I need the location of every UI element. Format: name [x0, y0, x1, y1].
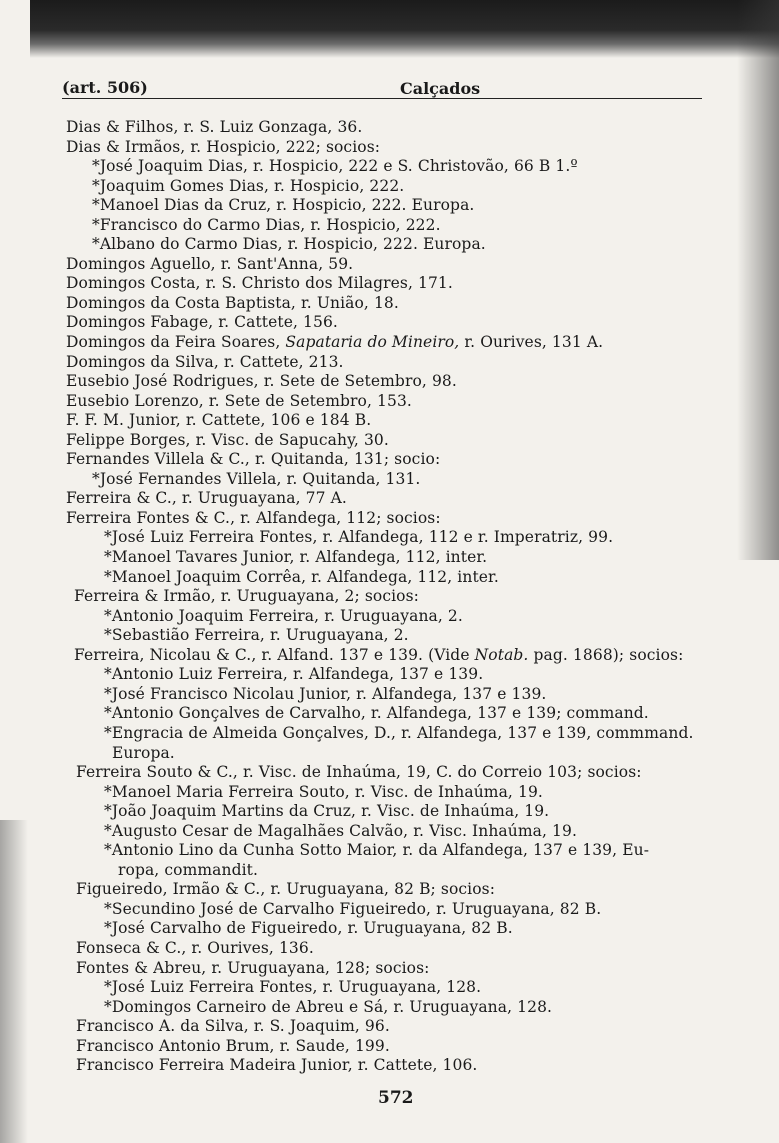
entry-text: *Antonio Gonçalves de Carvalho, r. Alfandega, 137 e 139; command. — [104, 704, 649, 723]
directory-entry-line — [0, 138, 779, 158]
entry-text: *Francisco do Carmo Dias, r. Hospicio, 222. — [92, 215, 441, 234]
directory-entry-line — [0, 626, 779, 646]
directory-entry-line — [0, 489, 779, 509]
directory-entry-line — [0, 665, 779, 685]
entry-text: Dias & Filhos, r. S. Luiz Gonzaga, 36. — [66, 118, 363, 136]
directory-entry-line — [0, 919, 779, 939]
directory-entry-line — [0, 353, 779, 373]
directory-entry-line — [0, 528, 779, 548]
entry-text: *Sebastião Ferreira, r. Uruguayana, 2. — [104, 626, 409, 645]
entry-text: *Joaquim Gomes Dias, r. Hospicio, 222. — [92, 176, 405, 195]
directory-entry-line — [0, 216, 779, 236]
directory-entry-line — [0, 802, 779, 822]
entry-text: Domingos da Silva, r. Cattete, 213. — [66, 352, 344, 371]
directory-entry-line — [0, 704, 779, 724]
entry-text: *Manoel Maria Ferreira Souto, r. Visc. de Inhaúma, 19. — [104, 782, 543, 801]
entry-text: Figueiredo, Irmão & C., r. Uruguayana, 82 B; socios: — [76, 880, 496, 899]
directory-entry-line — [0, 196, 779, 216]
entry-text: *Antonio Joaquim Ferreira, r. Uruguayana, 2. — [104, 606, 463, 625]
entry-text: Domingos da Costa Baptista, r. União, 18. — [66, 293, 399, 312]
directory-entry-line — [0, 587, 779, 607]
entry-text: Domingos Fabage, r. Cattete, 156. — [66, 313, 338, 332]
directory-entry-line — [0, 470, 779, 490]
entry-text: *Antonio Lino da Cunha Sotto Maior, r. da Alfandega, 137 e 139, Eu- — [104, 841, 650, 860]
entry-text: Domingos Costa, r. S. Christo dos Milagres, 171. — [66, 274, 453, 293]
entry-text: Europa. — [112, 743, 175, 762]
directory-entry-line — [0, 939, 779, 959]
running-header — [62, 78, 702, 100]
directory-entry-line — [0, 274, 779, 294]
directory-entry-line — [0, 411, 779, 431]
directory-entry-line — [0, 998, 779, 1018]
page-number: 572 — [378, 1088, 414, 1108]
entry-text: Domingos Aguello, r. Sant'Anna, 59. — [66, 254, 354, 273]
scan-shadow-top — [30, 0, 779, 58]
entry-text: Ferreira & Irmão, r. Uruguayana, 2; socios: — [74, 587, 419, 606]
directory-entry-line — [0, 450, 779, 470]
directory-entry-line — [0, 548, 779, 568]
directory-entry-line — [0, 333, 779, 353]
entry-text: *Manoel Tavares Junior, r. Alfandega, 112, inter. — [104, 548, 488, 567]
entry-text: Ferreira, Nicolau & C., r. Alfand. 137 e 139. (Vide — [74, 645, 475, 664]
directory-entry-line — [0, 607, 779, 627]
entry-text: r. Ourives, 131 A. — [459, 333, 604, 352]
directory-entry-line — [0, 783, 779, 803]
entry-text: Eusebio José Rodrigues, r. Sete de Setembro, 98. — [66, 372, 457, 391]
entry-text: Fonseca & C., r. Ourives, 136. — [76, 938, 314, 957]
entry-text: *João Joaquim Martins da Cruz, r. Visc. de Inhaúma, 19. — [104, 802, 550, 821]
directory-listing — [0, 118, 779, 1076]
entry-text: Dias & Irmãos, r. Hospicio, 222; socios: — [66, 137, 381, 156]
directory-entry-line — [0, 294, 779, 314]
directory-entry-line — [0, 255, 779, 275]
directory-entry-line — [0, 841, 779, 861]
entry-text: Domingos da Feira Soares, — [66, 333, 286, 352]
entry-text: *José Luiz Ferreira Fontes, r. Alfandega, 112 e r. Imperatriz, 99. — [104, 528, 614, 547]
directory-entry-line — [0, 1017, 779, 1037]
directory-entry-line — [0, 822, 779, 842]
directory-entry-line — [0, 509, 779, 529]
entry-text: *Secundino José de Carvalho Figueiredo, r. Uruguayana, 82 B. — [104, 899, 602, 918]
entry-text: F. F. M. Junior, r. Cattete, 106 e 184 B. — [66, 411, 372, 430]
entry-text: *Manoel Joaquim Corrêa, r. Alfandega, 112, inter. — [104, 567, 499, 586]
entry-text: *José Fernandes Villela, r. Quitanda, 131. — [92, 469, 421, 488]
directory-entry-line — [0, 900, 779, 920]
directory-entry-line — [0, 1037, 779, 1057]
directory-entry-line — [0, 313, 779, 333]
entry-text: *José Luiz Ferreira Fontes, r. Uruguayana, 128. — [104, 978, 482, 997]
entry-text-italic: Sapataria do Mineiro, — [285, 333, 460, 352]
entry-text: *Augusto Cesar de Magalhães Calvão, r. Visc. Inhaúma, 19. — [104, 821, 577, 840]
directory-entry-line — [0, 880, 779, 900]
entry-text: Ferreira & C., r. Uruguayana, 77 A. — [66, 489, 347, 508]
entry-text-italic: Notab. — [474, 645, 529, 664]
entry-text: *Engracia de Almeida Gonçalves, D., r. Alfandega, 137 e 139, commmand. — [104, 723, 694, 742]
entry-text: Fernandes Villela & C., r. Quitanda, 131; socio: — [66, 450, 441, 469]
entry-text: Ferreira Fontes & C., r. Alfandega, 112; socios: — [66, 508, 441, 527]
entry-text: Eusebio Lorenzo, r. Sete de Setembro, 153. — [66, 391, 412, 410]
directory-entry-line — [0, 235, 779, 255]
directory-entry-line — [0, 177, 779, 197]
directory-entry-line — [0, 763, 779, 783]
directory-entry-line — [0, 959, 779, 979]
directory-entry-line — [0, 861, 779, 881]
entry-text: Felippe Borges, r. Visc. de Sapucahy, 30. — [66, 430, 389, 449]
directory-entry-line — [0, 568, 779, 588]
directory-entry-line — [0, 724, 779, 744]
directory-entry-line — [0, 744, 779, 764]
entry-text: pag. 1868); socios: — [528, 645, 684, 664]
entry-text: *Domingos Carneiro de Abreu e Sá, r. Uruguayana, 128. — [104, 997, 553, 1016]
directory-entry-line — [0, 118, 779, 138]
entry-text: *Manoel Dias da Cruz, r. Hospicio, 222. Europa. — [92, 196, 475, 215]
entry-text: Fontes & Abreu, r. Uruguayana, 128; socios: — [76, 958, 430, 977]
directory-entry-line — [0, 1056, 779, 1076]
directory-entry-line — [0, 157, 779, 177]
entry-text: *Antonio Luiz Ferreira, r. Alfandega, 137 e 139. — [104, 665, 484, 684]
entry-text: *Albano do Carmo Dias, r. Hospicio, 222. Europa. — [92, 235, 486, 254]
entry-text: Francisco Antonio Brum, r. Saude, 199. — [76, 1036, 390, 1055]
entry-text: Ferreira Souto & C., r. Visc. de Inhaúma, 19, C. do Correio 103; socios: — [76, 763, 642, 782]
entry-text: *José Joaquim Dias, r. Hospicio, 222 e S. Christovão, 66 B 1.º — [92, 157, 578, 176]
directory-entry-line — [0, 372, 779, 392]
entry-text: Francisco Ferreira Madeira Junior, r. Cattete, 106. — [76, 1056, 478, 1075]
directory-entry-line — [0, 685, 779, 705]
entry-text: Francisco A. da Silva, r. S. Joaquim, 96. — [76, 1017, 390, 1036]
section-reference: (art. 506) — [62, 78, 148, 97]
directory-entry-line — [0, 978, 779, 998]
page-title: Calçados — [400, 79, 481, 98]
directory-entry-line — [0, 646, 779, 666]
header-rule — [62, 98, 702, 99]
entry-text: ropa, commandit. — [118, 860, 259, 879]
entry-text: *José Francisco Nicolau Junior, r. Alfandega, 137 e 139. — [104, 684, 547, 703]
entry-text: *José Carvalho de Figueiredo, r. Uruguayana, 82 B. — [104, 919, 513, 938]
directory-entry-line — [0, 392, 779, 412]
directory-entry-line — [0, 431, 779, 451]
